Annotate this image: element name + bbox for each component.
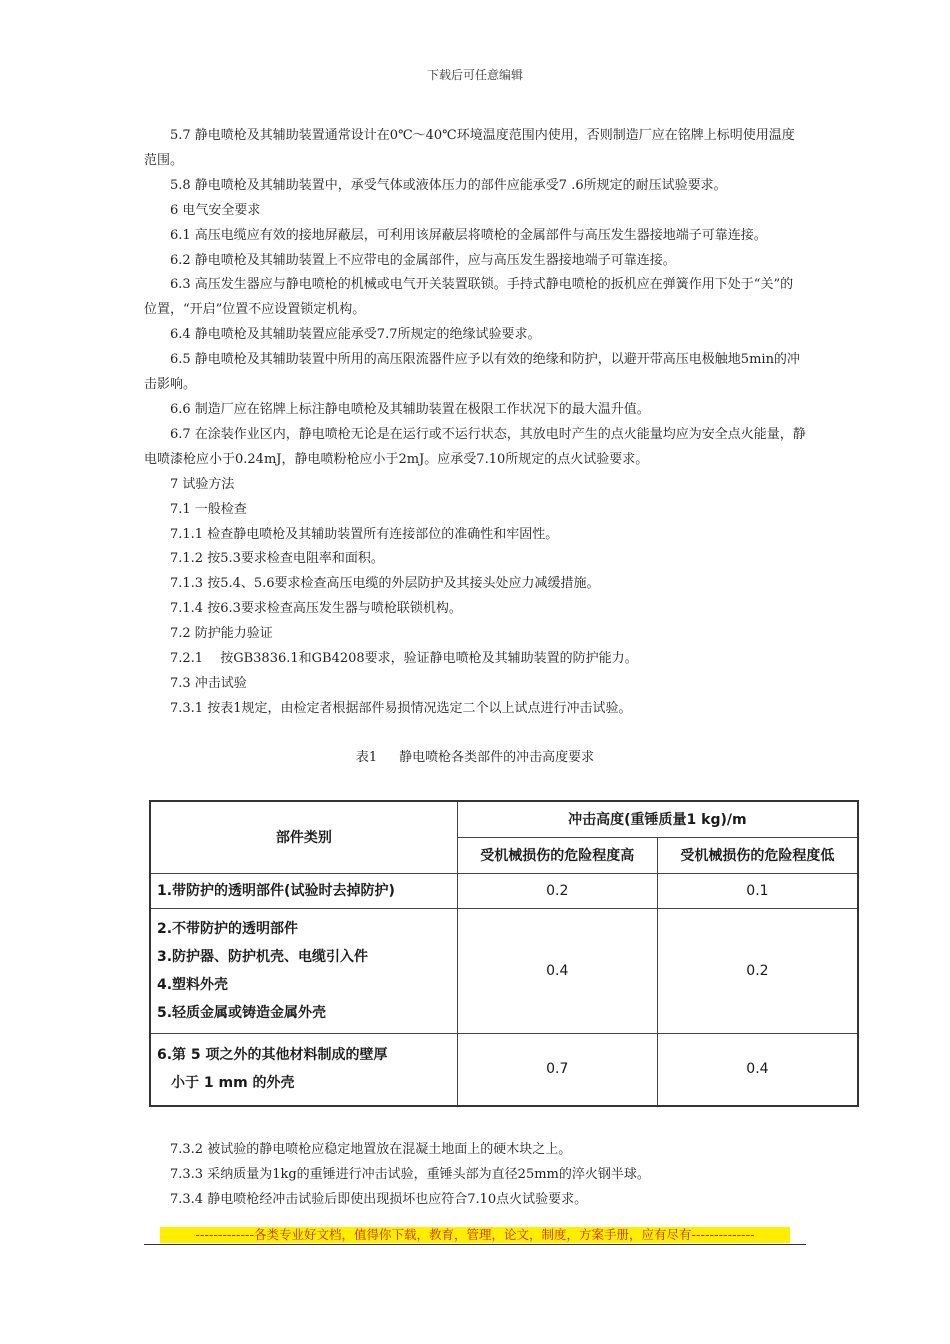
- table-header-row: [150, 801, 858, 837]
- subsection-heading: 7.1 一般检查: [170, 501, 247, 517]
- paragraph: 7.3.4 静电喷枪经冲击试验后即使出现损坏也应符合7.10点火试验要求。: [170, 1191, 588, 1207]
- table-row: [150, 908, 858, 1033]
- body-text: [144, 124, 806, 722]
- paragraph: 6.2 静电喷枪及其辅助装置上不应带电的金属部件，应与高压发生器接地端子可靠连接。: [170, 252, 676, 268]
- header-low-risk: 受机械损伤的危险程度低: [657, 837, 858, 873]
- table-caption-label: 表1: [355, 750, 378, 765]
- paragraph: 7.3.2 被试验的静电喷枪应稳定地置放在混凝土地面上的硬木块之上。: [170, 1142, 572, 1157]
- row-low-value: 0.4: [657, 1033, 858, 1106]
- header-high-risk: 受机械损伤的危险程度高: [457, 837, 657, 873]
- paragraph: 6.5 静电喷枪及其辅助装置中所用的高压限流器件应予以有效的绝缘和防护，以避开带高压电极触地5min的冲击影响。: [144, 352, 800, 393]
- category-item: 4.塑料外壳: [157, 976, 229, 993]
- header-category: 部件类别: [150, 801, 457, 873]
- paragraph: 7.1.3 按5.4、5.6要求检查高压电缆的外层防护及其接头处应力减缓措施。: [170, 576, 600, 592]
- paragraph: 7.3.1 按表1规定，由检定者根据部件易损情况选定二个以上试点进行冲击试验。: [170, 700, 632, 716]
- paragraph: 7.3.3 采纳质量为1kg的重锤进行冲击试验，重锤头部为直径25mm的淬火钢半球。: [170, 1166, 650, 1182]
- section-heading: 6 电气安全要求: [170, 202, 261, 218]
- paragraph: 7.1.1 检查静电喷枪及其辅助装置所有连接部位的准确性和牢固性。: [170, 526, 559, 542]
- row-high-value: 0.4: [457, 908, 657, 1033]
- table-row: [150, 1033, 858, 1106]
- paragraph: 5.7 静电喷枪及其辅助装置通常设计在0℃～40℃环境温度范围内使用，否则制造厂应在铭牌上标明使用温度范围。: [144, 128, 795, 168]
- section-heading: 7 试验方法: [170, 476, 235, 492]
- row-category: [150, 908, 457, 1033]
- paragraph: 6.1 高压电缆应有效的接地屏蔽层，可利用该屏蔽层将喷枪的金属部件与高压发生器接地端子可靠连接。: [170, 227, 767, 243]
- category-item: 小于 1 mm 的外壳: [171, 1075, 295, 1092]
- body-text-continued: [144, 1138, 806, 1213]
- header-impact-height: 冲击高度(重锤质量1 kg)/m: [457, 801, 858, 837]
- paragraph: 5.8 静电喷枪及其辅助装置中，承受气体或液体压力的部件应能承受7 .6所规定的耐压试验要求。: [170, 177, 727, 193]
- row-category: [150, 1033, 457, 1106]
- table-row: [150, 873, 858, 908]
- row-low-value: 0.2: [657, 908, 858, 1033]
- paragraph: 6.6 制造厂应在铭牌上标注静电喷枪及其辅助装置在极限工作状况下的最大温升值。: [170, 401, 650, 417]
- subsection-heading: 7.3 冲击试验: [170, 675, 247, 691]
- footer-banner: -------------各类专业好文档，值得你下载，教育，管理，论文，制度，方案手册，应有尽有--------------: [160, 1227, 790, 1243]
- paragraph: 6.7 在涂装作业区内，静电喷枪无论是在运行或不运行状态，其放电时产生的点火能量均应为安全点火能量，静电喷漆枪应小于0.24mJ，静电喷粉枪应小于2mJ。应承受7.10所规定的点火试验要求。: [144, 426, 806, 467]
- page-header: 下载后可任意编辑: [426, 68, 523, 82]
- row-category: 1.带防护的透明部件(试验时去掉防护): [150, 873, 457, 908]
- category-item: 3.防护器、防护机壳、电缆引入件: [157, 948, 369, 965]
- impact-height-table: [149, 800, 859, 1107]
- paragraph: 6.4 静电喷枪及其辅助装置应能承受7.7所规定的绝缘试验要求。: [170, 327, 541, 343]
- table-caption-title: 静电喷枪各类部件的冲击高度要求: [399, 750, 595, 765]
- category-item: 6.第 5 项之外的其他材料制成的壁厚: [157, 1047, 388, 1064]
- row-high-value: 0.2: [457, 873, 657, 908]
- paragraph: 7.1.4 按6.3要求检查高压发生器与喷枪联锁机构。: [170, 601, 462, 617]
- category-item: 2.不带防护的透明部件: [157, 920, 299, 937]
- category-item: 5.轻质金属或铸造金属外壳: [157, 1004, 327, 1021]
- subsection-heading: 7.2 防护能力验证: [170, 626, 273, 642]
- footer-divider: [144, 1244, 806, 1245]
- paragraph: 7.1.2 按5.3要求检查电阻率和面积。: [170, 551, 384, 567]
- paragraph: 7.2.1 按GB3836.1和GB4208要求，验证静电喷枪及其辅助装置的防护能力。: [170, 651, 638, 667]
- row-low-value: 0.1: [657, 873, 858, 908]
- row-high-value: 0.7: [457, 1033, 657, 1106]
- table-caption: [0, 749, 950, 767]
- paragraph: 6.3 高压发生器应与静电喷枪的机械或电气开关装置联锁。手持式静电喷枪的扳机应在弹簧作用下处于“关”的位置，“开启”位置不应设置锁定机构。: [144, 277, 794, 318]
